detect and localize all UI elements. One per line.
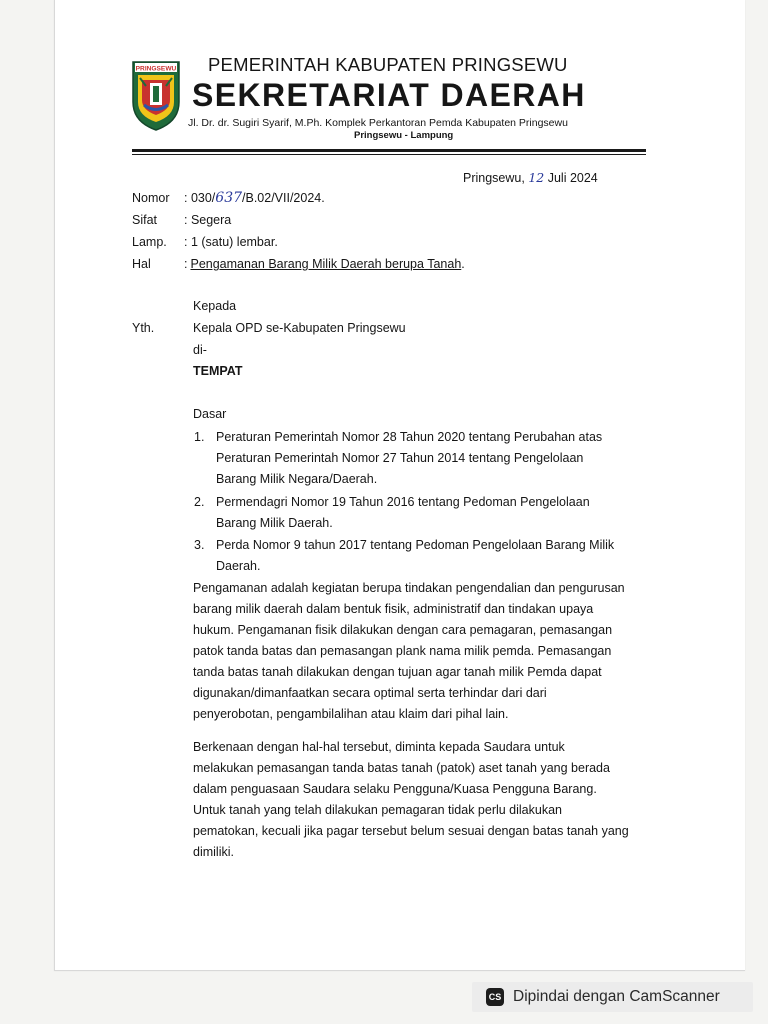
paragraph-line: Berkenaan dengan hal-hal tersebut, diminta kepada Saudara untuk [193,740,565,754]
camscanner-text: Dipindai dengan CamScanner [513,988,720,1005]
paragraph-line: penyerobotan, pengambilalihan atau klaim dari pihal lain. [193,707,509,721]
recipient-di: di- [193,343,207,357]
dasar-item-3-number: 3. [194,538,205,552]
dasar-item-2-line: Barang Milik Daerah. [216,516,333,530]
paragraph-line: Pengamanan adalah kegiatan berupa tindakan pengendalian dan pengurusan [193,581,625,595]
paragraph-line: dalam penguasaan Saudara selaku Pengguna/Kuasa Pengguna Barang. [193,782,597,796]
dasar-item-3-line: Perda Nomor 9 tahun 2017 tentang Pedoman Pengelolaan Barang Milik [216,538,615,552]
recipient-tempat: TEMPAT [193,364,243,378]
letterhead-divider-thin [132,154,646,155]
date-prefix: Pringsewu, [463,171,525,185]
camscanner-watermark [472,982,753,1012]
recipient-name: Kepala OPD se-Kabupaten Pringsewu [193,321,406,335]
dasar-item-3 [216,535,642,577]
letterhead-location: Pringsewu - Lampung [354,130,454,141]
paragraph-line: digunakan/dimanfaatkan secara optimal serta terhindar dari dari [193,686,547,700]
dasar-item-1-line: Barang Milik Negara/Daerah. [216,472,378,486]
svg-text:PRINGSEWU: PRINGSEWU [135,65,177,73]
paragraph-line: hukum. Pengamanan fisik dilakukan dengan cara pemagaran, pemasangan [193,623,613,637]
nomor-handwritten: 637 [215,190,243,206]
paragraph-pengamanan [193,578,642,725]
dasar-item-1-line: Peraturan Pemerintah Nomor 28 Tahun 2020 tentang Perubahan atas [216,430,603,444]
paragraph-permintaan [193,737,642,863]
meta-label-sifat: Sifat [132,213,158,227]
meta-value-hal [184,256,465,272]
paragraph-line: tanda batas tanah dilakukan dengan tujuan agar tanah milik Pemda dapat [193,665,602,679]
paragraph-line: dimiliki. [193,845,234,859]
paragraph-line: patok tanda batas dan pemasangan plank nama milik pemda. Pemasangan [193,644,612,658]
hal-colon: : [184,257,188,271]
meta-label-hal: Hal [132,257,151,271]
paragraph-line: melakukan pemasangan tanda batas tanah (patok) aset tanah yang berada [193,761,610,775]
nomor-prefix: : 030/ [184,191,216,205]
dasar-item-2-line: Permendagri Nomor 19 Tahun 2016 tentang Pedoman Pengelolaan [216,495,590,509]
hal-subject: Pengamanan Barang Milik Daerah berupa Tanah [190,257,462,271]
letterhead-government-title: PEMERINTAH KABUPATEN PRINGSEWU [208,54,568,75]
letterhead-divider [132,149,646,152]
paragraph-line: barang milik daerah dalam bentuk fisik, administratif dan tindakan upaya [193,602,594,616]
meta-label-nomor: Nomor [132,191,170,205]
date-month-year: Juli 2024 [547,171,598,185]
camscanner-logo-icon: CS [486,988,504,1006]
recipient-yth: Yth. [132,321,155,335]
meta-value-lampiran: : 1 (satu) lembar. [184,235,278,249]
dasar-item-1 [216,427,642,490]
dasar-item-1-number: 1. [194,430,205,444]
paragraph-line: Untuk tanah yang telah dilakukan pemagaran tidak perlu dilakukan [193,803,562,817]
dasar-item-1-line: Peraturan Pemerintah Nomor 27 Tahun 2014 tentang Pengelolaan [216,451,584,465]
letterhead-office-title: SEKRETARIAT DAERAH [192,77,586,113]
nomor-suffix: /B.02/VII/2024. [242,191,325,205]
date-day-handwritten: 12 [528,170,545,185]
dasar-title: Dasar [193,407,227,421]
recipient-kepada: Kepada [193,299,237,313]
paragraph-line: pematokan, kecuali jika pagar tersebut belum sesuai dengan batas tanah yang [193,824,629,838]
hal-end: . [461,257,465,271]
meta-value-nomor [184,190,325,206]
pringsewu-emblem-icon [130,58,182,132]
letterhead-address: Jl. Dr. dr. Sugiri Syarif, M.Ph. Komplek Perkantoran Pemda Kabupaten Pringsewu [188,117,568,129]
meta-label-lampiran: Lamp. [132,235,167,249]
dasar-item-2 [216,492,642,534]
dasar-item-3-line: Daerah. [216,559,261,573]
meta-value-sifat: : Segera [184,213,232,227]
dasar-item-2-number: 2. [194,495,205,509]
letter-date [463,170,598,186]
